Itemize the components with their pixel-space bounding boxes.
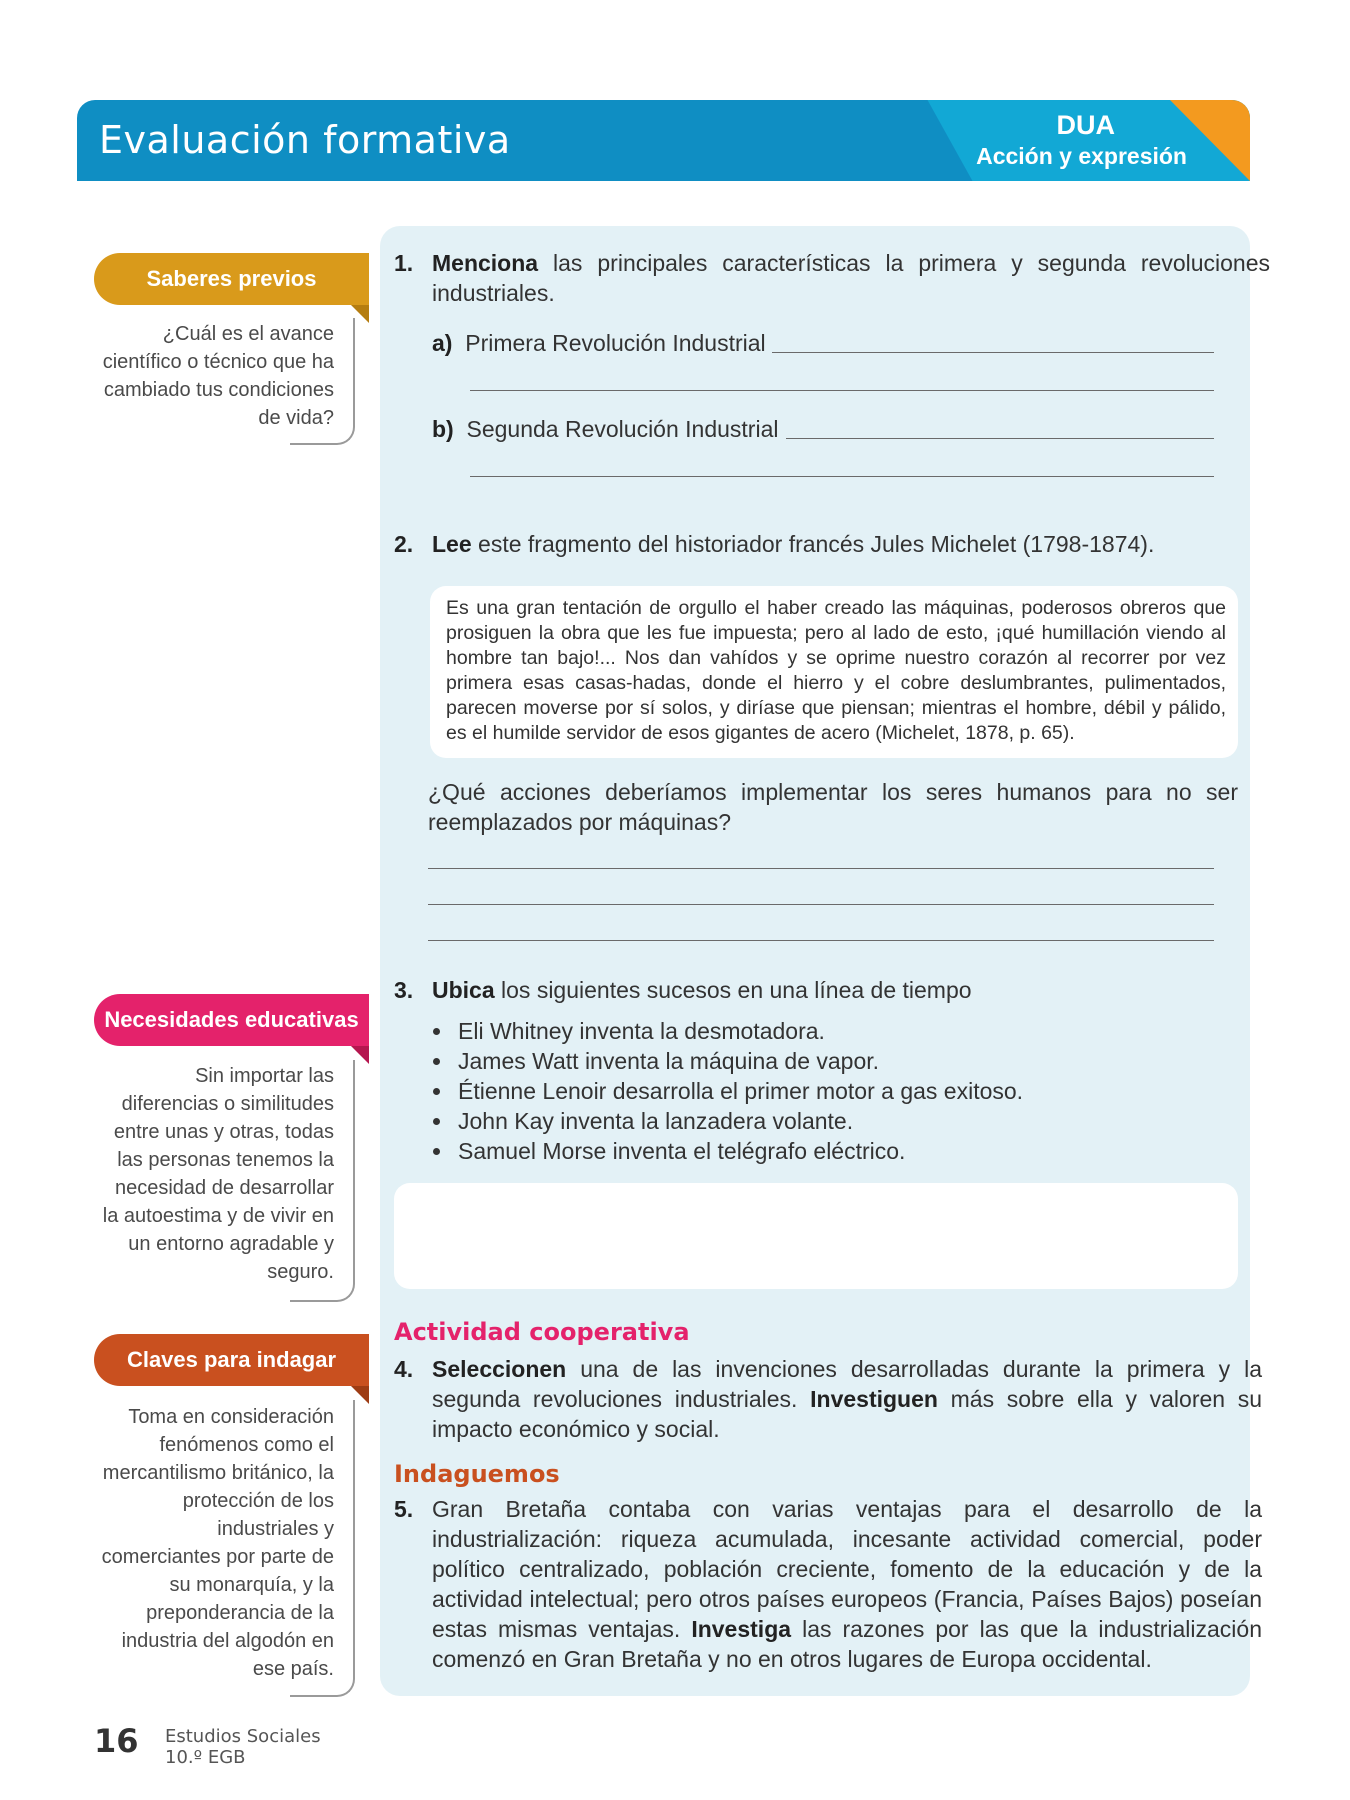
page-number: 16 bbox=[94, 1722, 139, 1760]
question-1 bbox=[394, 248, 1270, 308]
subject-label: Estudios Sociales bbox=[165, 1726, 321, 1747]
grade-label: 10.º EGB bbox=[165, 1747, 246, 1768]
question-text: las razones por las que la industrialización comenzó en Gran Bretaña y no en otros lugares de Europa occidental. bbox=[432, 1616, 1263, 1672]
page-title: Evaluación formativa bbox=[99, 118, 511, 162]
dua-title: DUA bbox=[1056, 110, 1115, 140]
question-2 bbox=[394, 529, 1232, 559]
answer-line[interactable] bbox=[428, 940, 1214, 941]
answer-line[interactable] bbox=[428, 868, 1214, 869]
question-verb: Investiguen bbox=[810, 1386, 938, 1412]
list-item: • Eli Whitney inventa la desmotadora. bbox=[454, 1016, 1023, 1046]
answer-line[interactable] bbox=[470, 390, 1214, 391]
answer-line[interactable] bbox=[470, 476, 1214, 477]
dua-subtitle: Acción y expresión bbox=[976, 143, 1187, 169]
question-verb: Menciona bbox=[432, 250, 539, 276]
saberes-bracket bbox=[290, 318, 355, 445]
question-text: las principales características la primera y segunda revoluciones industriales. bbox=[432, 250, 1270, 306]
header-banner bbox=[77, 100, 1250, 181]
list-item: • James Watt inventa la máquina de vapor. bbox=[454, 1046, 1023, 1076]
saberes-previos-tab: Saberes previos bbox=[94, 253, 369, 305]
quote-box bbox=[430, 586, 1238, 758]
item-label: a) bbox=[432, 330, 453, 356]
question-number: 4. bbox=[394, 1356, 414, 1382]
question-5 bbox=[394, 1494, 1262, 1674]
answer-line[interactable] bbox=[428, 904, 1214, 905]
necesidades-bracket bbox=[290, 1060, 355, 1302]
question-text: los siguientes sucesos en una línea de tiempo bbox=[501, 977, 972, 1003]
question-verb: Ubica bbox=[432, 977, 495, 1003]
answer-line[interactable] bbox=[772, 352, 1214, 353]
list-item: • Étienne Lenoir desarrolla el primer motor a gas exitoso. bbox=[454, 1076, 1023, 1106]
question-4 bbox=[394, 1354, 1262, 1444]
question-3 bbox=[394, 975, 1232, 1005]
question-verb: Investiga bbox=[691, 1616, 792, 1642]
question-verb: Lee bbox=[432, 531, 472, 557]
timeline-answer-box[interactable] bbox=[394, 1183, 1238, 1289]
list-item: • Samuel Morse inventa el telégrafo eléctrico. bbox=[454, 1136, 1023, 1166]
actividad-cooperativa-heading: Actividad cooperativa bbox=[394, 1318, 690, 1346]
question-text: este fragmento del historiador francés Jules Michelet (1798-1874). bbox=[478, 531, 1155, 557]
answer-line[interactable] bbox=[786, 438, 1214, 439]
question-1a bbox=[432, 328, 766, 358]
question-2-prompt: ¿Qué acciones deberíamos implementar los seres humanos para no ser reemplazados por máquinas? bbox=[428, 779, 1238, 835]
footer-info bbox=[165, 1726, 321, 1768]
question-verb: Seleccionen bbox=[432, 1356, 567, 1382]
item-text: Segunda Revolución Industrial bbox=[466, 416, 779, 442]
events-list bbox=[430, 1016, 1023, 1166]
question-number: 3. bbox=[394, 977, 414, 1003]
claves-indagar-text: Toma en consideración fenómenos como el mercantilismo británico, la protección de los industriales y comerciantes por parte de su monarquía, y la preponderancia de la industria del algodón en ese país. bbox=[101, 1406, 334, 1680]
necesidades-educativas-tab: Necesidades educativas bbox=[94, 994, 369, 1046]
item-label: b) bbox=[432, 416, 454, 442]
question-number: 1. bbox=[394, 250, 414, 276]
question-text: Gran Bretaña contaba con varias ventajas para el desarrollo de la industrialización: riqueza acumulada, incesante actividad comercial, poder político centralizado, población creciente, fomento de la educación y de la actividad intelectual; pero otros países europeos (Francia, Países Bajos) poseían estas mismas ventajas. bbox=[432, 1496, 1262, 1642]
question-text: más sobre ella y valoren su impacto económico y social. bbox=[432, 1386, 1263, 1442]
necesidades-educativas-text: Sin importar las diferencias o similitudes entre unas y otras, todas las personas tenemos la necesidad de desarrollar la autoestima y de vivir en un entorno agradable y seguro. bbox=[102, 1065, 334, 1283]
item-text: Primera Revolución Industrial bbox=[465, 330, 766, 356]
claves-bracket bbox=[290, 1400, 355, 1697]
question-text: una de las invenciones desarrolladas durante la primera y la segunda revoluciones industriales. bbox=[432, 1356, 1262, 1412]
michelet-quote: Es una gran tentación de orgullo el haber creado las máquinas, poderosos obreros que prosiguen la obra que les fue impuesta; pero al lado de esto, ¡qué humillación viendo al hombre tan bajo!... Nos dan vahídos y se oprime nuestro corazón al recorrer por vez primera esas casas-hadas, donde el hierro y el cobre deslumbrantes, pulimentados, parecen moverse por sí solos, y diríase que piensan; mientras el hombre, débil y pálido, es el humilde servidor de esos gigantes de acero (Michelet, 1878, p. 65). bbox=[446, 597, 1226, 744]
claves-indagar-tab: Claves para indagar bbox=[94, 1334, 369, 1386]
saberes-previos-text: ¿Cuál es el avance científico o técnico que ha cambiado tus condiciones de vida? bbox=[102, 323, 334, 429]
list-item: • John Kay inventa la lanzadera volante. bbox=[454, 1106, 1023, 1136]
indaguemos-heading: Indaguemos bbox=[394, 1460, 560, 1488]
question-number: 5. bbox=[394, 1496, 414, 1522]
question-1b bbox=[432, 414, 778, 444]
question-number: 2. bbox=[394, 531, 414, 557]
